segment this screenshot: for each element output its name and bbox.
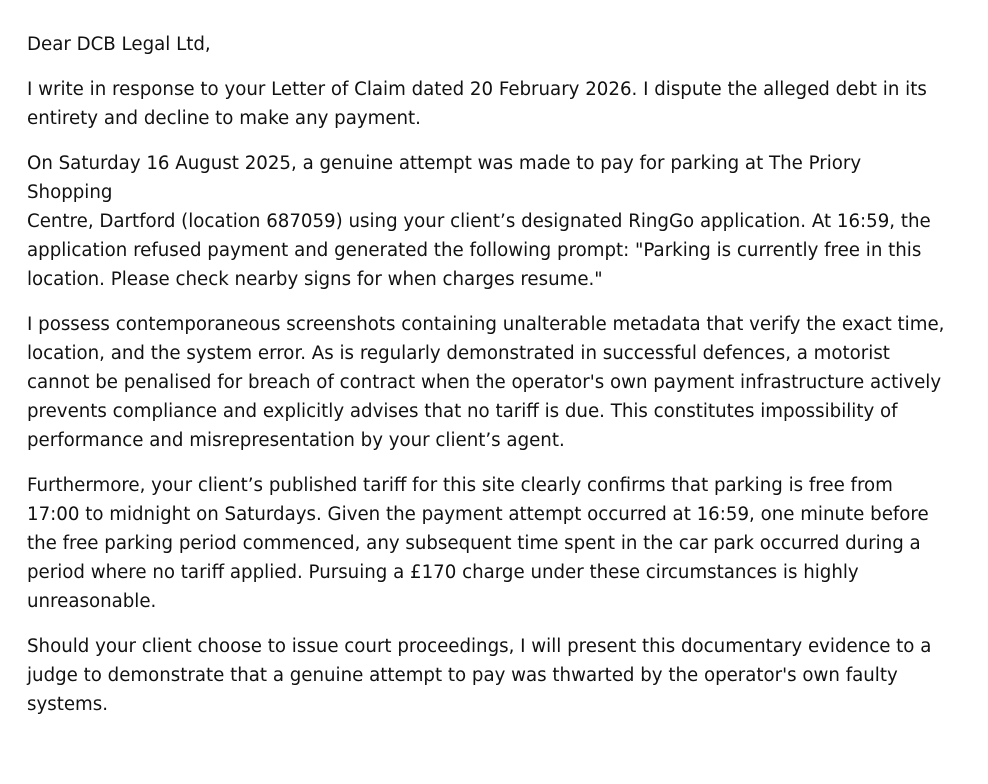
paragraph-letter-of-claim-response: I write in response to your Letter of Claim dated 20 February 2026. I dispute the alleged debt in its entirety and decline to make any payment. xyxy=(27,79,927,129)
paragraph-evidence: I possess contemporaneous screenshots containing unalterable metadata that verify the exact time, location, and the system error. As is regularly demonstrated in successful defences, a motorist cannot be penalised for breach of contract when the operator's own payment infrastructure actively prevents compliance and explicitly advises that no tariff is due. This constitutes impossibility of performance and misrepresentation by your client’s agent. xyxy=(27,314,945,451)
paragraph-payment-attempt: On Saturday 16 August 2025, a genuine attempt was made to pay for parking at The Priory Shopping Centre, Dartford (location 687059) using your client’s designated RingGo application. At 16:59, the application refused payment and generated the following prompt: "Parking is currently free in this location. Please check nearby signs for when charges resume." xyxy=(27,153,931,290)
salutation: Dear DCB Legal Ltd, xyxy=(27,34,211,55)
paragraph-tariff: Furthermore, your client’s published tariff for this site clearly confirms that parking is free from 17:00 to midnight on Saturdays. Given the payment attempt occurred at 16:59, one minute before the free parking period commenced, any subsequent time spent in the car park occurred during a period where no tariff applied. Pursuing a £170 charge under these circumstances is highly unreasonable. xyxy=(27,475,929,612)
paragraph-court-proceedings: Should your client choose to issue court proceedings, I will present this documentary evidence to a judge to demonstrate that a genuine attempt to pay was thwarted by the operator's own faulty systems. xyxy=(27,636,932,715)
